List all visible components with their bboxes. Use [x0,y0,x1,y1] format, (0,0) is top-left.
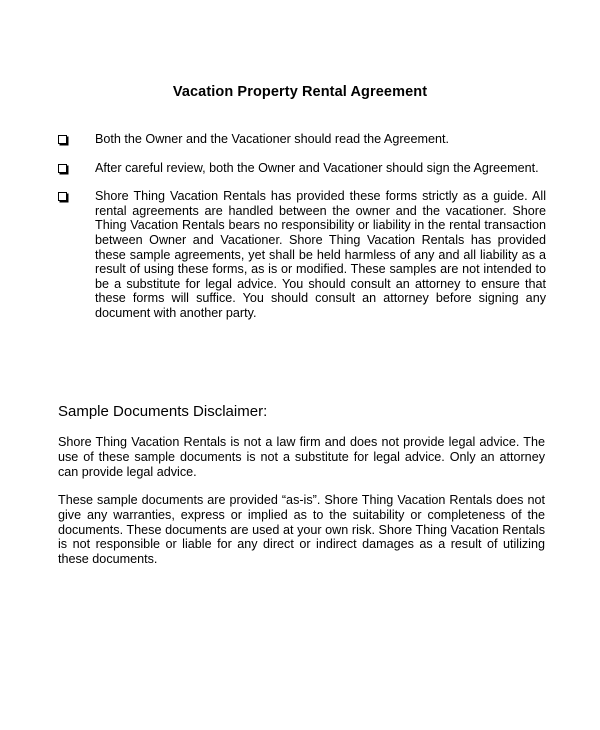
bullet-text: Shore Thing Vacation Rentals has provided these forms strictly as a guide. All rental agreements are handled between the owner and the vacationer. Shore Thing Vacation Rentals bears no responsibility or liability in the rental transaction between Owner and Vacationer. Shore Thing Vacation Rentals has provided these sample agreements, yet shall be held harmless of any and all liability as a result of using these forms, as is or modified. These samples are not intended to be a substitute for legal advice. You should consult an attorney to ensure that these forms will suffice. You should consult an attorney before signing any document with another party. [95,189,546,320]
bullet-list [58,132,546,335]
checkbox-bullet-icon [58,164,67,173]
bullet-item [58,161,546,176]
bullet-item [58,132,546,147]
document-title: Vacation Property Rental Agreement [172,84,428,100]
checkbox-bullet-icon [58,135,67,144]
checkbox-bullet-icon [58,192,67,201]
bullet-text: After careful review, both the Owner and Vacationer should sign the Agreement. [95,160,539,175]
disclaimer-heading: Sample Documents Disclaimer: [58,403,268,420]
disclaimer-paragraph-2: These sample documents are provided “as-is”. Shore Thing Vacation Rentals does not give any warranties, express or implied as to the suitability or completeness of the documents. These documents are used at your own risk. Shore Thing Vacation Rentals is not responsible or liable for any direct or indirect damages as a result of utilizing these documents. [58,493,545,567]
disclaimer-paragraph-1: Shore Thing Vacation Rentals is not a law firm and does not provide legal advice. The use of these sample documents is not a substitute for legal advice. Only an attorney can provide legal advice. [58,435,545,479]
bullet-item [58,189,546,320]
bullet-text: Both the Owner and the Vacationer should read the Agreement. [95,132,450,146]
